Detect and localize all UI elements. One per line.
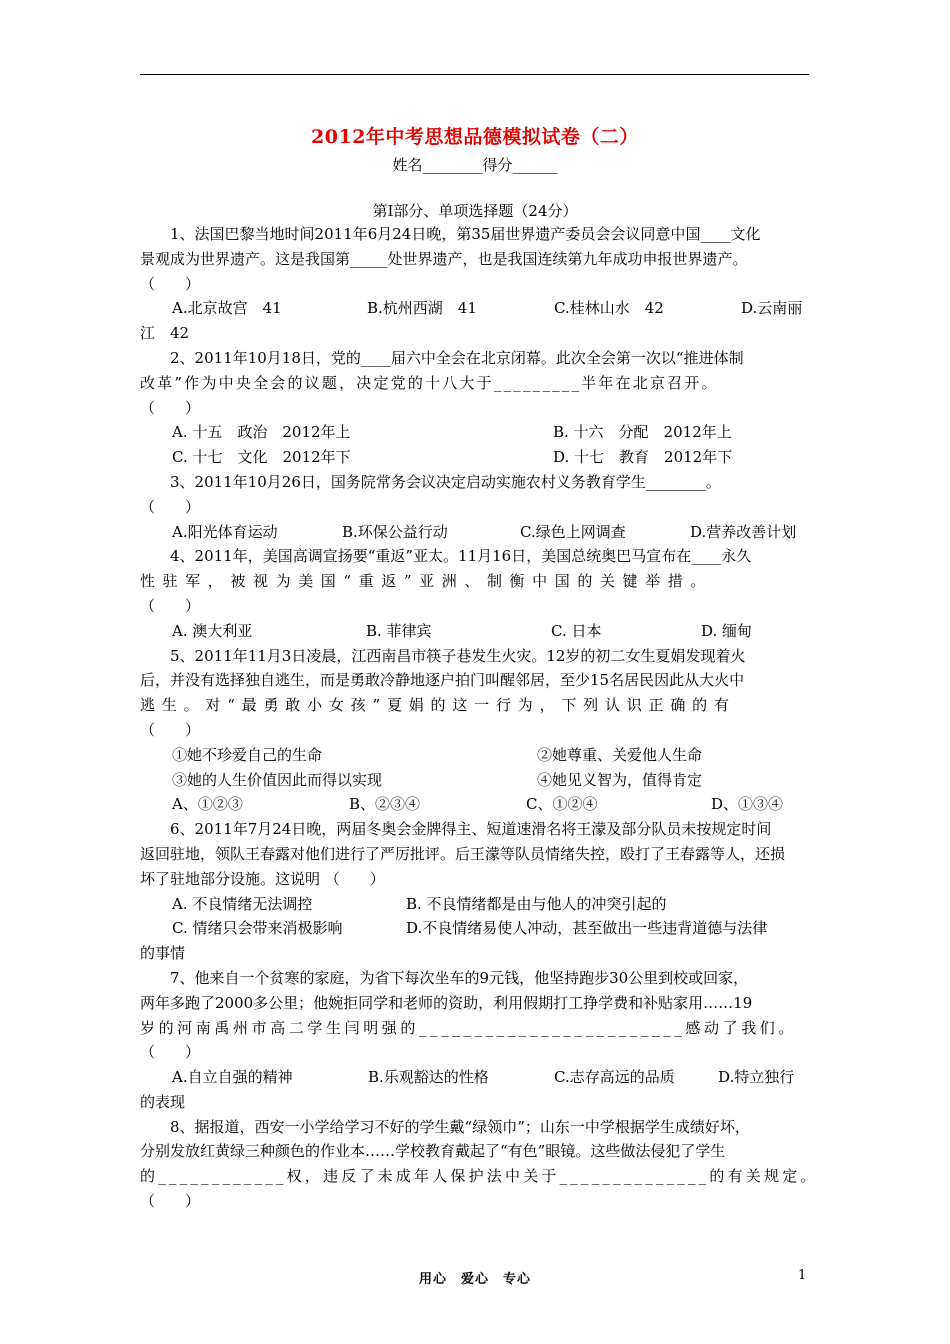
option: C、①②④ — [526, 795, 598, 814]
option: D.不良情绪易使人冲动，甚至做出一些违背道德与法律 — [406, 919, 768, 938]
option: D、①③④ — [711, 795, 784, 814]
question-line: 5、2011年11月3日凌晨，江西南昌市筷子巷发生火灾。12岁的初二女生夏娟发现着火 — [170, 646, 746, 665]
questions-body — [140, 222, 819, 1214]
option: D. 缅甸 — [701, 621, 753, 640]
question-line: 3、2011年10月26日，国务院常务会议决定启动实施农村义务教育学生________。 — [170, 472, 721, 491]
question-line: 改革”作为中央全会的议题，决定党的十八大于_________半年在北京召开。 — [140, 373, 719, 392]
question-line: 的____________权，违反了未成年人保护法中关于______________的有关规定。 — [140, 1167, 819, 1186]
option: B.乐观豁达的性格 — [368, 1068, 489, 1087]
options-row — [140, 892, 809, 917]
options-row — [140, 420, 809, 445]
option: B. 不良情绪都是由与他人的冲突引起的 — [406, 894, 667, 913]
section-title: 第Ⅰ部分、单项选择题（24分） — [372, 202, 578, 220]
options-row — [140, 296, 809, 321]
option: B、②③④ — [349, 795, 421, 814]
option: C.桂林山水 42 — [554, 299, 664, 318]
question-line: 两年多跑了2000多公里；他婉拒同学和老师的资助，利用假期打工挣学费和补贴家用……19 — [140, 993, 753, 1012]
statement: ①她不珍爱自己的生命 — [172, 745, 323, 764]
option: B.杭州西湖 41 — [367, 299, 477, 318]
answer-bracket: （ ） — [140, 1192, 201, 1211]
options-row — [140, 1065, 809, 1090]
statements-row — [140, 743, 809, 768]
page-number: 1 — [798, 1268, 807, 1283]
option: D.特立独行 — [718, 1068, 795, 1087]
answer-bracket: （ ） — [140, 398, 201, 417]
question-line: 返回驻地，领队王春露对他们进行了严厉批评。后王濛等队员情绪失控，殴打了王春露等人，还损 — [140, 844, 786, 863]
answer-bracket: （ ） — [140, 497, 201, 516]
statement: ②她尊重、关爱他人生命 — [537, 745, 703, 764]
question-line: 岁的河南禹州市高二学生闫明强的________________________感动了我们。 — [140, 1018, 798, 1037]
options-row — [140, 916, 809, 941]
question-line: 7、他来自一个贫寒的家庭，为省下每次坐车的9元钱，他坚持跑步30公里到校或回家， — [170, 968, 749, 987]
option: A.自立自强的精神 — [172, 1068, 293, 1087]
statement: ③她的人生价值因此而得以实现 — [172, 770, 383, 789]
answer-bracket: （ ） — [140, 596, 201, 615]
name-score-line: 姓名________得分______ — [392, 156, 558, 174]
question-line: 的表现 — [140, 1092, 186, 1111]
option: A. 十五 政治 2012年上 — [172, 423, 351, 442]
answer-bracket: （ ） — [140, 274, 201, 293]
option: C.志存高远的品质 — [554, 1068, 675, 1087]
options-row — [140, 520, 809, 545]
question-line: 6、2011年7月24日晚，两届冬奥会金牌得主、短道速滑名将王濛及部分队员未按规定时间 — [170, 820, 772, 839]
option: B. 十六 分配 2012年上 — [553, 423, 732, 442]
options-row — [140, 792, 809, 817]
question-line: 的事情 — [140, 944, 186, 963]
header-rule — [140, 74, 809, 75]
question-line: 后，并没有选择独自逃生，而是勇敢冷静地逐户拍门叫醒邻居，至少15名居民因此从大火中 — [140, 671, 745, 690]
answer-bracket: （ ） — [140, 1043, 201, 1062]
option: A. 不良情绪无法调控 — [172, 894, 313, 913]
question-line: 1、法国巴黎当地时间2011年6月24日晚，第35届世界遗产委员会会议同意中国____文化 — [170, 225, 761, 243]
option: B.环保公益行动 — [342, 522, 448, 541]
question-line: 逃生。对“最勇敢小女孩”夏娟的这一行为，下列认识正确的有 — [140, 696, 736, 715]
option: C.绿色上网调查 — [520, 522, 626, 541]
question-line: 坏了驻地部分设施。这说明 （ ） — [140, 869, 385, 888]
statements-row — [140, 768, 809, 793]
options-row — [140, 619, 809, 644]
footer-motto: 用心 爱心 专心 — [418, 1272, 531, 1287]
question-line: 分别发放红黄绿三种颜色的作业本……学校教育戴起了“有色”眼镜。这些做法侵犯了学生 — [140, 1142, 726, 1161]
option: C. 十七 文化 2012年下 — [172, 448, 351, 467]
option: B. 菲律宾 — [366, 621, 432, 640]
option: A. 澳大利亚 — [172, 621, 253, 640]
question-line: 景观成为世界遗产。这是我国第_____处世界遗产，也是我国连续第九年成功申报世界遗产。 — [140, 249, 748, 268]
option: A.北京故宫 41 — [172, 299, 282, 318]
question-line: 性驻军，被视为美国“重返”亚洲、制衡中国的关键举措。 — [140, 572, 713, 591]
options-row — [140, 445, 809, 470]
option: C. 日本 — [551, 621, 602, 640]
option: D.云南丽 — [741, 299, 803, 318]
exam-title: 2012年中考思想品德模拟试卷（二） — [311, 126, 639, 148]
option: A、①②③ — [172, 795, 243, 814]
question-line: 8、据报道，西安一小学给学习不好的学生戴“绿领巾”；山东一中学根据学生成绩好坏， — [170, 1117, 750, 1136]
question-line: 4、2011年，美国高调宣扬要“重返”亚太。11月16日，美国总统奥巴马宣布在____永久 — [170, 547, 752, 566]
option: C. 情绪只会带来消极影响 — [172, 919, 343, 938]
option: D. 十七 教育 2012年下 — [553, 448, 733, 467]
option: A.阳光体育运动 — [172, 522, 278, 541]
question-line: 江 42 — [140, 324, 190, 343]
answer-bracket: （ ） — [140, 720, 201, 739]
statement: ④她见义智为，值得肯定 — [537, 770, 703, 789]
option: D.营养改善计划 — [690, 522, 797, 541]
question-line: 2、2011年10月18日，党的____届六中全会在北京闭幕。此次全会第一次以“推进体制 — [170, 348, 744, 367]
